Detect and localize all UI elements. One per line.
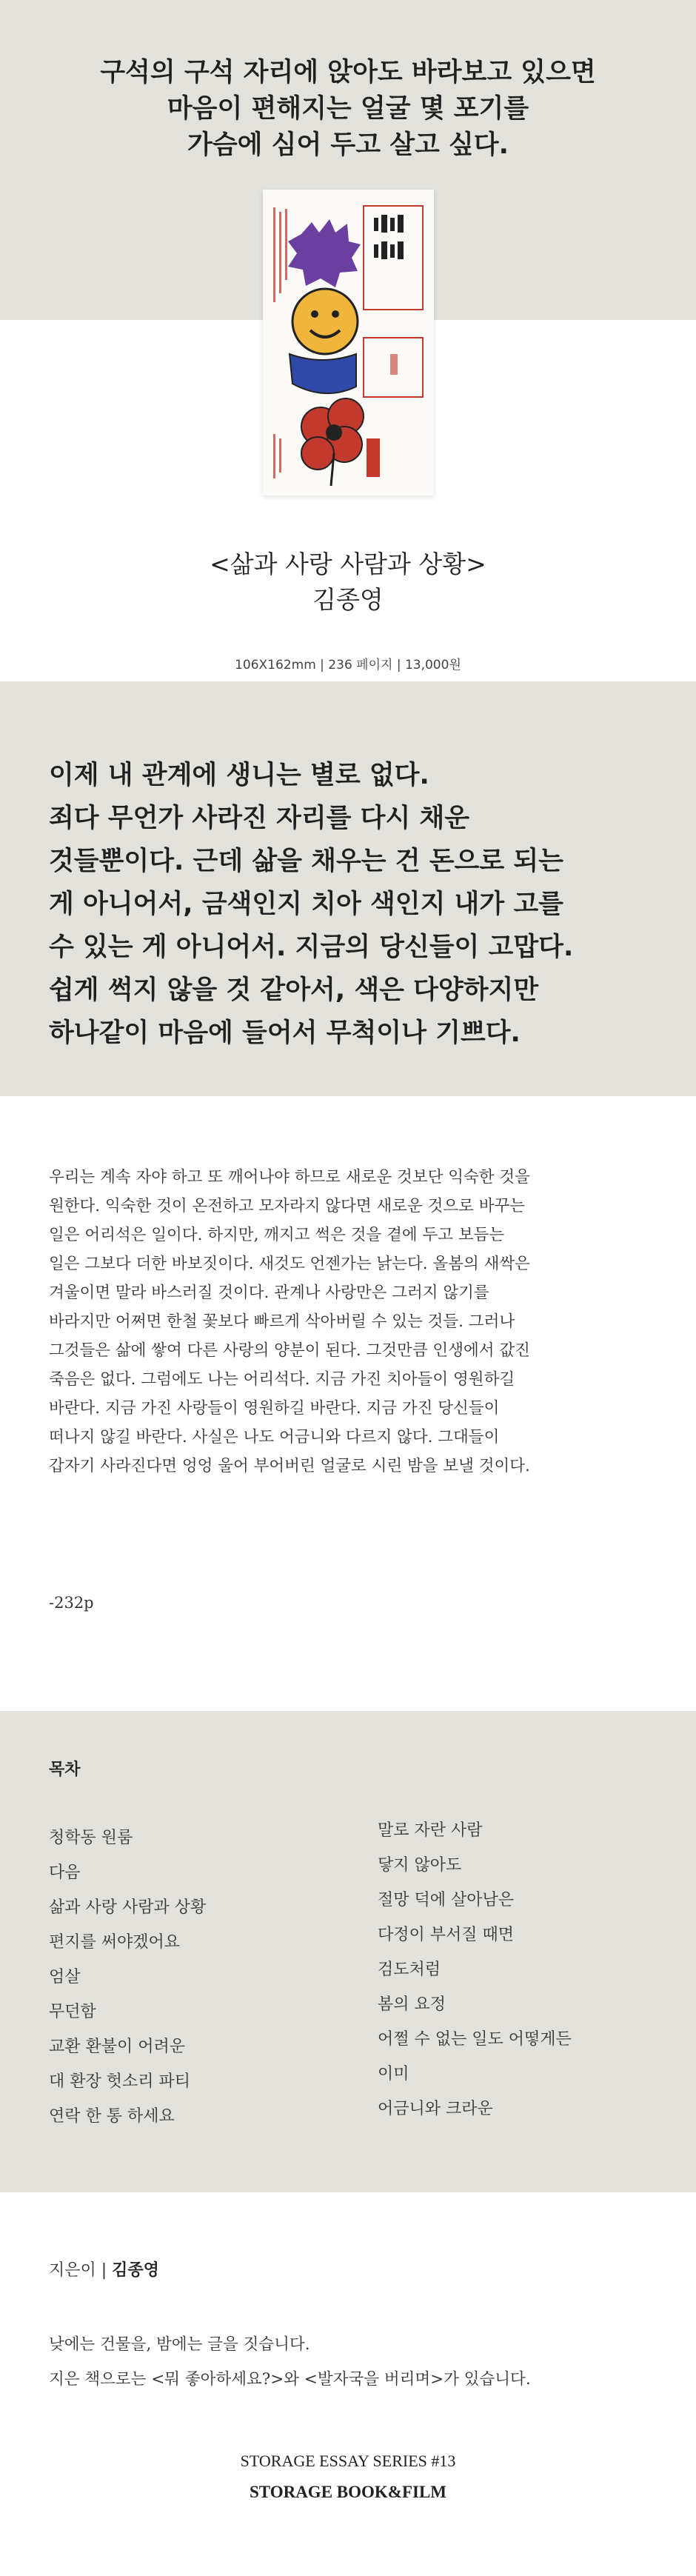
cover-yellow-face <box>292 289 358 354</box>
series-label: STORAGE ESSAY SERIES #13 <box>240 2452 456 2470</box>
cover-purple-shape <box>288 219 361 287</box>
hero-section <box>0 0 696 681</box>
highlight-quote <box>49 754 656 1055</box>
table-of-contents <box>0 1711 696 2192</box>
highlight-line: 죄다 무언가 사라진 자리를 다시 채운 <box>49 804 470 833</box>
excerpt-line: 바란다. 지금 가진 사랑들이 영원하길 바란다. 지금 가진 당신들이 <box>49 1399 500 1418</box>
toc-item: 편지를 써야겠어요 <box>49 1933 181 1952</box>
book-spec: 106X162mm | 236 페이지 | 13,000원 <box>235 658 461 673</box>
excerpt-section <box>0 1096 696 1711</box>
toc-item: 어금니와 크라운 <box>378 2100 493 2118</box>
highlight-line: 쉽게 썩지 않을 것 같아서, 색은 다양하지만 <box>49 975 539 1005</box>
cover-red-flower <box>301 398 364 486</box>
toc-item: 삶과 사랑 사람과 상황 <box>49 1898 207 1917</box>
toc-item: 청학동 원룸 <box>49 1829 133 1847</box>
toc-item: 다정이 부서질 때면 <box>378 1926 515 1944</box>
excerpt-line: 원한다. 익숙한 것이 온전하고 모자라지 않다면 새로운 것으로 바꾸는 <box>49 1197 526 1215</box>
toc-item: 어쩔 수 없는 일도 어떻게든 <box>378 2030 572 2049</box>
toc-item: 말로 자란 사람 <box>378 1821 483 1840</box>
toc-item: 절망 덕에 살아남은 <box>378 1891 515 1909</box>
excerpt-line: 겨울이면 말라 바스러질 것이다. 관계나 사랑만은 그러지 않기를 <box>49 1284 489 1302</box>
toc-item: 교환 환불이 어려운 <box>49 2038 186 2056</box>
toc-item: 연락 한 통 하세요 <box>49 2107 175 2126</box>
toc-item: 무던함 <box>49 2003 96 2021</box>
toc-item: 검도처럼 <box>378 1961 441 1979</box>
cover-vertical-text <box>273 207 287 478</box>
toc-right-column <box>378 1813 659 2126</box>
author-section <box>0 2192 696 2576</box>
author-heading <box>49 2258 159 2280</box>
author-name: 김종영 <box>112 2261 159 2280</box>
author-bio-line: 낮에는 건물을, 밤에는 글을 짓습니다. <box>49 2335 310 2354</box>
excerpt-body <box>49 1163 656 1481</box>
highlight-line: 수 있는 게 아니어서. 지금의 당신들이 고맙다. <box>49 932 574 962</box>
excerpt-line: 갑자기 사라진다면 엉엉 울어 부어버린 얼굴로 시린 밤을 보낼 것이다. <box>49 1457 530 1475</box>
excerpt-page-number: -232p <box>49 1594 94 1612</box>
publisher-name: STORAGE BOOK&FILM <box>249 2483 447 2501</box>
author-label: 지은이 | <box>49 2261 107 2280</box>
excerpt-line: 떠나지 않길 바란다. 사실은 나도 어금니와 다르지 않다. 그대들이 <box>49 1428 500 1447</box>
toc-item: 다음 <box>49 1863 81 1882</box>
highlight-quote-section <box>0 681 696 1096</box>
highlight-line: 것들뿐이다. 근데 삶을 채우는 건 돈으로 되는 <box>49 847 563 876</box>
author-bio <box>49 2327 531 2397</box>
cover-blue-shape <box>290 354 356 393</box>
toc-left-column <box>49 1821 330 2134</box>
excerpt-line: 그것들은 삶에 쌓여 다른 사랑의 양분이 된다. 그것만큼 인생에서 값진 <box>49 1341 530 1360</box>
toc-item: 대 환장 헛소리 파티 <box>49 2072 190 2091</box>
toc-item: 닿지 않아도 <box>378 1856 462 1875</box>
excerpt-line: 죽음은 없다. 그럼에도 나는 어리석다. 지금 가진 치아들이 영원하길 <box>49 1370 515 1389</box>
book-title: <삶과 사랑 사람과 상황> <box>210 550 486 578</box>
toc-item: 봄의 요정 <box>378 1995 446 2014</box>
author-bio-line: 지은 책으로는 <뭐 좋아하세요?>와 <발자국을 버리며>가 있습니다. <box>49 2370 531 2389</box>
toc-item: 이미 <box>378 2065 409 2083</box>
excerpt-line: 우리는 계속 자야 하고 또 깨어나야 하므로 새로운 것보단 익숙한 것을 <box>49 1168 530 1187</box>
excerpt-line: 일은 어리석은 일이다. 하지만, 깨지고 썩은 것을 곁에 두고 보듬는 <box>49 1226 505 1244</box>
excerpt-line: 일은 그보다 더한 바보짓이다. 새것도 언젠가는 낡는다. 올봄의 새싹은 <box>49 1255 530 1273</box>
book-author: 김종영 <box>312 585 384 614</box>
hero-quote-line: 마음이 편해지는 얼굴 몇 포기를 <box>167 94 529 124</box>
excerpt-line: 바라지만 어쩌면 한철 꽃보다 빠르게 삭아버릴 수 있는 것들. 그러나 <box>49 1312 515 1331</box>
hero-quote <box>0 55 696 164</box>
toc-title: 목차 <box>49 1761 81 1779</box>
highlight-line: 이제 내 관계에 생니는 별로 없다. <box>49 761 429 790</box>
hero-quote-line: 가슴에 심어 두고 살고 싶다. <box>187 130 509 160</box>
toc-item: 엄살 <box>49 1968 81 1986</box>
hero-quote-line: 구석의 구석 자리에 앉아도 바라보고 있으면 <box>100 58 596 87</box>
cover-title-card <box>364 206 423 477</box>
highlight-line: 게 아니어서, 금색인지 치아 색인지 내가 고를 <box>49 890 563 919</box>
book-cover-image <box>263 190 434 495</box>
highlight-line: 하나같이 마음에 들어서 무척이나 기쁘다. <box>49 1018 521 1048</box>
